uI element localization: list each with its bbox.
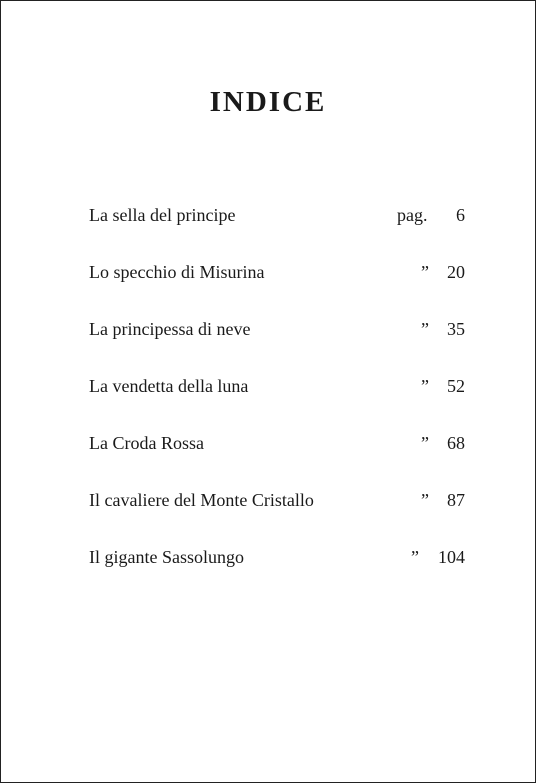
toc-entry-ditto-mark: ” — [421, 433, 429, 453]
toc-entry-page-prefix: pag. — [397, 205, 428, 225]
toc-entry-ditto-mark: ” — [421, 319, 429, 339]
toc-entry-title: La vendetta della luna — [89, 376, 249, 396]
toc-entry-title: La principessa di neve — [89, 319, 251, 339]
toc-entry-ditto-mark: ” — [411, 547, 419, 567]
toc-entry-title: La Croda Rossa — [89, 433, 204, 453]
toc-entry-ditto-mark: ” — [421, 376, 429, 396]
toc-entry-page-number: 68 — [447, 433, 465, 453]
toc-entry-page-number: 20 — [447, 262, 465, 282]
toc-entry-ditto-mark: ” — [421, 262, 429, 282]
table-of-contents — [1, 1, 535, 782]
toc-entry-page-number: 104 — [438, 547, 465, 567]
page-title: INDICE — [209, 86, 327, 118]
toc-entry — [89, 545, 465, 569]
toc-entry-title: La sella del principe — [89, 205, 236, 225]
toc-entry — [89, 374, 465, 398]
toc-entry-ditto-mark: ” — [421, 490, 429, 510]
toc-entry-page-number: 52 — [447, 376, 465, 396]
toc-entry — [89, 488, 465, 512]
toc-entry — [89, 260, 465, 284]
toc-entry — [89, 431, 465, 455]
toc-entry-page-number: 6 — [456, 205, 465, 225]
toc-entry-page-number: 87 — [447, 490, 465, 510]
toc-entry-title: Il cavaliere del Monte Cristallo — [89, 490, 314, 510]
toc-entry-page-number: 35 — [447, 319, 465, 339]
toc-entry-title: Il gigante Sassolungo — [89, 547, 244, 567]
toc-entry-title: Lo specchio di Misurina — [89, 262, 265, 282]
toc-entry — [89, 317, 465, 341]
toc-entry — [89, 203, 465, 227]
